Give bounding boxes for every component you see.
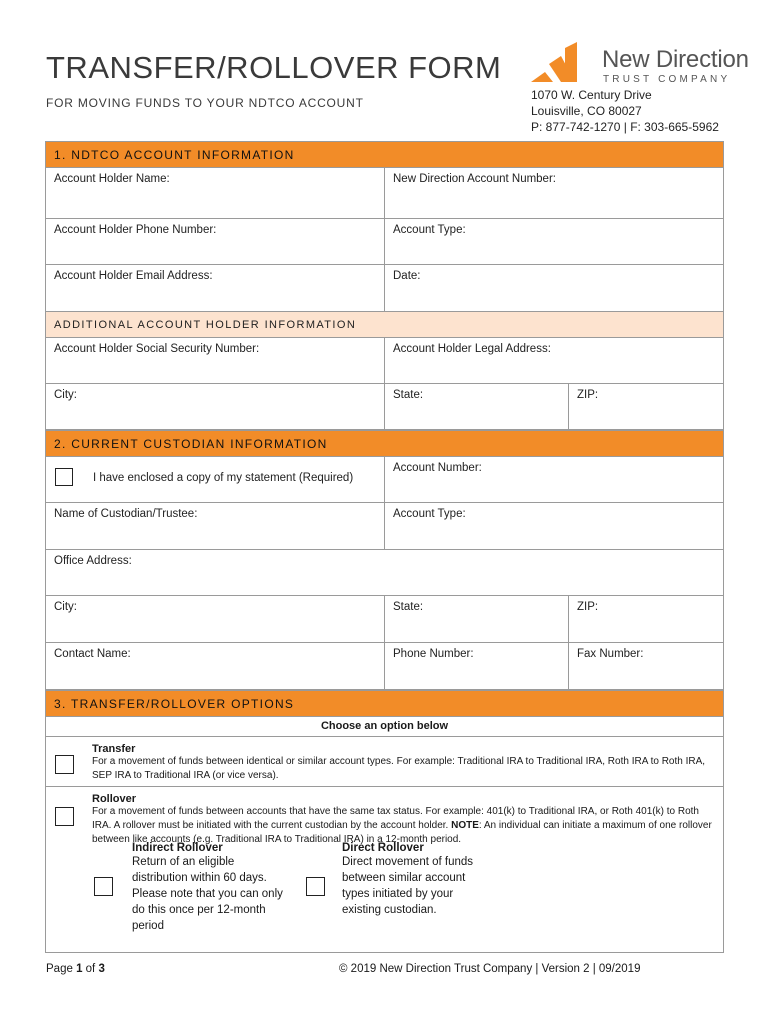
field-label: Account Holder Social Security Number:: [54, 343, 260, 355]
phone-number-field[interactable]: [385, 643, 569, 689]
fax-number-field[interactable]: [569, 643, 723, 689]
contact-name-field[interactable]: [46, 643, 385, 689]
ssn-field[interactable]: [46, 338, 385, 383]
address-street: 1070 W. Century Drive: [531, 88, 652, 102]
rollover-note-label: NOTE: [451, 820, 479, 831]
indirect-rollover-description: Return of an eligible distribution within 60 days. Please note that you can only do this once per 12-month period: [132, 856, 283, 932]
section-2-heading: 2. CURRENT CUSTODIAN INFORMATION: [46, 430, 723, 457]
custodian-zip-field[interactable]: [569, 596, 723, 642]
field-label: Account Type:: [393, 224, 466, 236]
field-label: State:: [393, 601, 424, 613]
form-title: TRANSFER/ROLLOVER FORM: [46, 50, 502, 85]
field-label: Account Holder Email Address:: [54, 270, 213, 282]
field-label: City:: [54, 389, 77, 401]
section-1-heading: 1. NDTCO ACCOUNT INFORMATION: [46, 141, 723, 168]
custodian-name-field[interactable]: [46, 503, 385, 549]
field-label: New Direction Account Number:: [393, 173, 556, 185]
account-type-field[interactable]: [385, 219, 723, 264]
email-field[interactable]: [46, 265, 385, 311]
field-label: Account Holder Phone Number:: [54, 224, 217, 236]
field-label: Office Address:: [54, 555, 132, 567]
transfer-checkbox[interactable]: [55, 755, 74, 774]
page-label: Page: [46, 963, 77, 975]
date-field[interactable]: [385, 265, 723, 311]
rollover-option-text: [92, 793, 717, 847]
rollover-desc-part1: For a movement of funds between accounts that have the same tax status. For example: 401(k) to Traditional IRA, or Roth 401(k) to Roth IRA. A rollover must be initiated with the current custodian by the account holder.: [92, 806, 699, 831]
additional-holder-heading: ADDITIONAL ACCOUNT HOLDER INFORMATION: [46, 312, 723, 338]
field-label: Account Holder Name:: [54, 173, 170, 185]
city-field[interactable]: [46, 384, 385, 429]
account-holder-name-field[interactable]: [46, 168, 385, 218]
nd-account-number-field[interactable]: [385, 168, 723, 218]
statement-enclosed-label: I have enclosed a copy of my statement (Required): [93, 472, 354, 484]
statement-enclosed-field: [46, 457, 385, 502]
state-field[interactable]: [385, 384, 569, 429]
field-label: City:: [54, 601, 77, 613]
legal-address-field[interactable]: [385, 338, 723, 383]
custodian-account-number-field[interactable]: [385, 457, 723, 502]
company-address: [531, 87, 719, 135]
office-address-field[interactable]: [46, 550, 723, 595]
transfer-form: [45, 141, 724, 953]
transfer-description: For a movement of funds between identical or similar account types. For example: Traditional IRA to Traditional IRA, Roth IRA to Roth IRA, SEP IRA to Traditional IRA (or vice versa).: [92, 756, 706, 781]
form-row: [46, 338, 723, 384]
field-label: Name of Custodian/Trustee:: [54, 508, 198, 520]
form-row: [46, 219, 723, 265]
rollover-desc-part2: : An individual can initiate a maximum of one rollover between like accounts (e.g. Traditional IRA to Traditional IRA) in a 12-month period.: [92, 820, 712, 845]
statement-enclosed-checkbox[interactable]: [55, 468, 73, 486]
transfer-option-text: [92, 743, 717, 783]
indirect-rollover-checkbox[interactable]: [94, 877, 113, 896]
page-number: [46, 963, 105, 975]
rollover-title: Rollover: [92, 793, 137, 805]
form-row: [46, 457, 723, 503]
address-phones: P: 877-742-1270 | F: 303-665-5962: [531, 120, 719, 134]
custodian-city-field[interactable]: [46, 596, 385, 642]
form-row: [46, 643, 723, 690]
footer-copyright: © 2019 New Direction Trust Company | Version 2 | 09/2019: [339, 963, 641, 975]
field-label: State:: [393, 389, 424, 401]
form-row: [46, 550, 723, 596]
form-row: [46, 503, 723, 550]
field-label: ZIP:: [577, 389, 599, 401]
field-label: ZIP:: [577, 601, 599, 613]
field-label: Account Number:: [393, 462, 482, 474]
transfer-title: Transfer: [92, 743, 136, 755]
indirect-rollover-title: Indirect Rollover: [132, 842, 223, 854]
direct-rollover-option: [342, 842, 492, 918]
custodian-state-field[interactable]: [385, 596, 569, 642]
field-label: Phone Number:: [393, 648, 474, 660]
section-3-heading: 3. TRANSFER/ROLLOVER OPTIONS: [46, 690, 723, 717]
field-label: Account Holder Legal Address:: [393, 343, 551, 355]
field-label: Date:: [393, 270, 421, 282]
field-label: Contact Name:: [54, 648, 131, 660]
direct-rollover-checkbox[interactable]: [306, 877, 325, 896]
rollover-checkbox[interactable]: [55, 807, 74, 826]
form-row: [46, 168, 723, 219]
page-total: 3: [98, 963, 105, 975]
form-subtitle: FOR MOVING FUNDS TO YOUR NDTCO ACCOUNT: [46, 96, 364, 110]
field-label: Fax Number:: [577, 648, 644, 660]
rollover-option: [46, 787, 723, 952]
direct-rollover-description: Direct movement of funds between similar account types initiated by your existing custodian.: [342, 856, 474, 916]
page-current: 1: [76, 963, 83, 975]
logo-tagline: TRUST COMPANY: [603, 74, 731, 85]
logo-name: New Direction: [602, 46, 749, 73]
transfer-option: [46, 737, 723, 787]
field-label: Account Type:: [393, 508, 466, 520]
indirect-rollover-option: [132, 842, 292, 934]
form-row: [46, 265, 723, 312]
phone-number-field[interactable]: [46, 219, 385, 264]
direct-rollover-title: Direct Rollover: [342, 842, 424, 854]
page-of: of: [82, 963, 99, 975]
address-city: Louisville, CO 80027: [531, 104, 642, 118]
choose-option-label: Choose an option below: [46, 717, 723, 737]
custodian-account-type-field[interactable]: [385, 503, 723, 549]
form-row: [46, 596, 723, 643]
logo-mark-front: [531, 72, 553, 82]
zip-field[interactable]: [569, 384, 723, 429]
rollover-description: [92, 805, 717, 847]
form-row: [46, 384, 723, 430]
